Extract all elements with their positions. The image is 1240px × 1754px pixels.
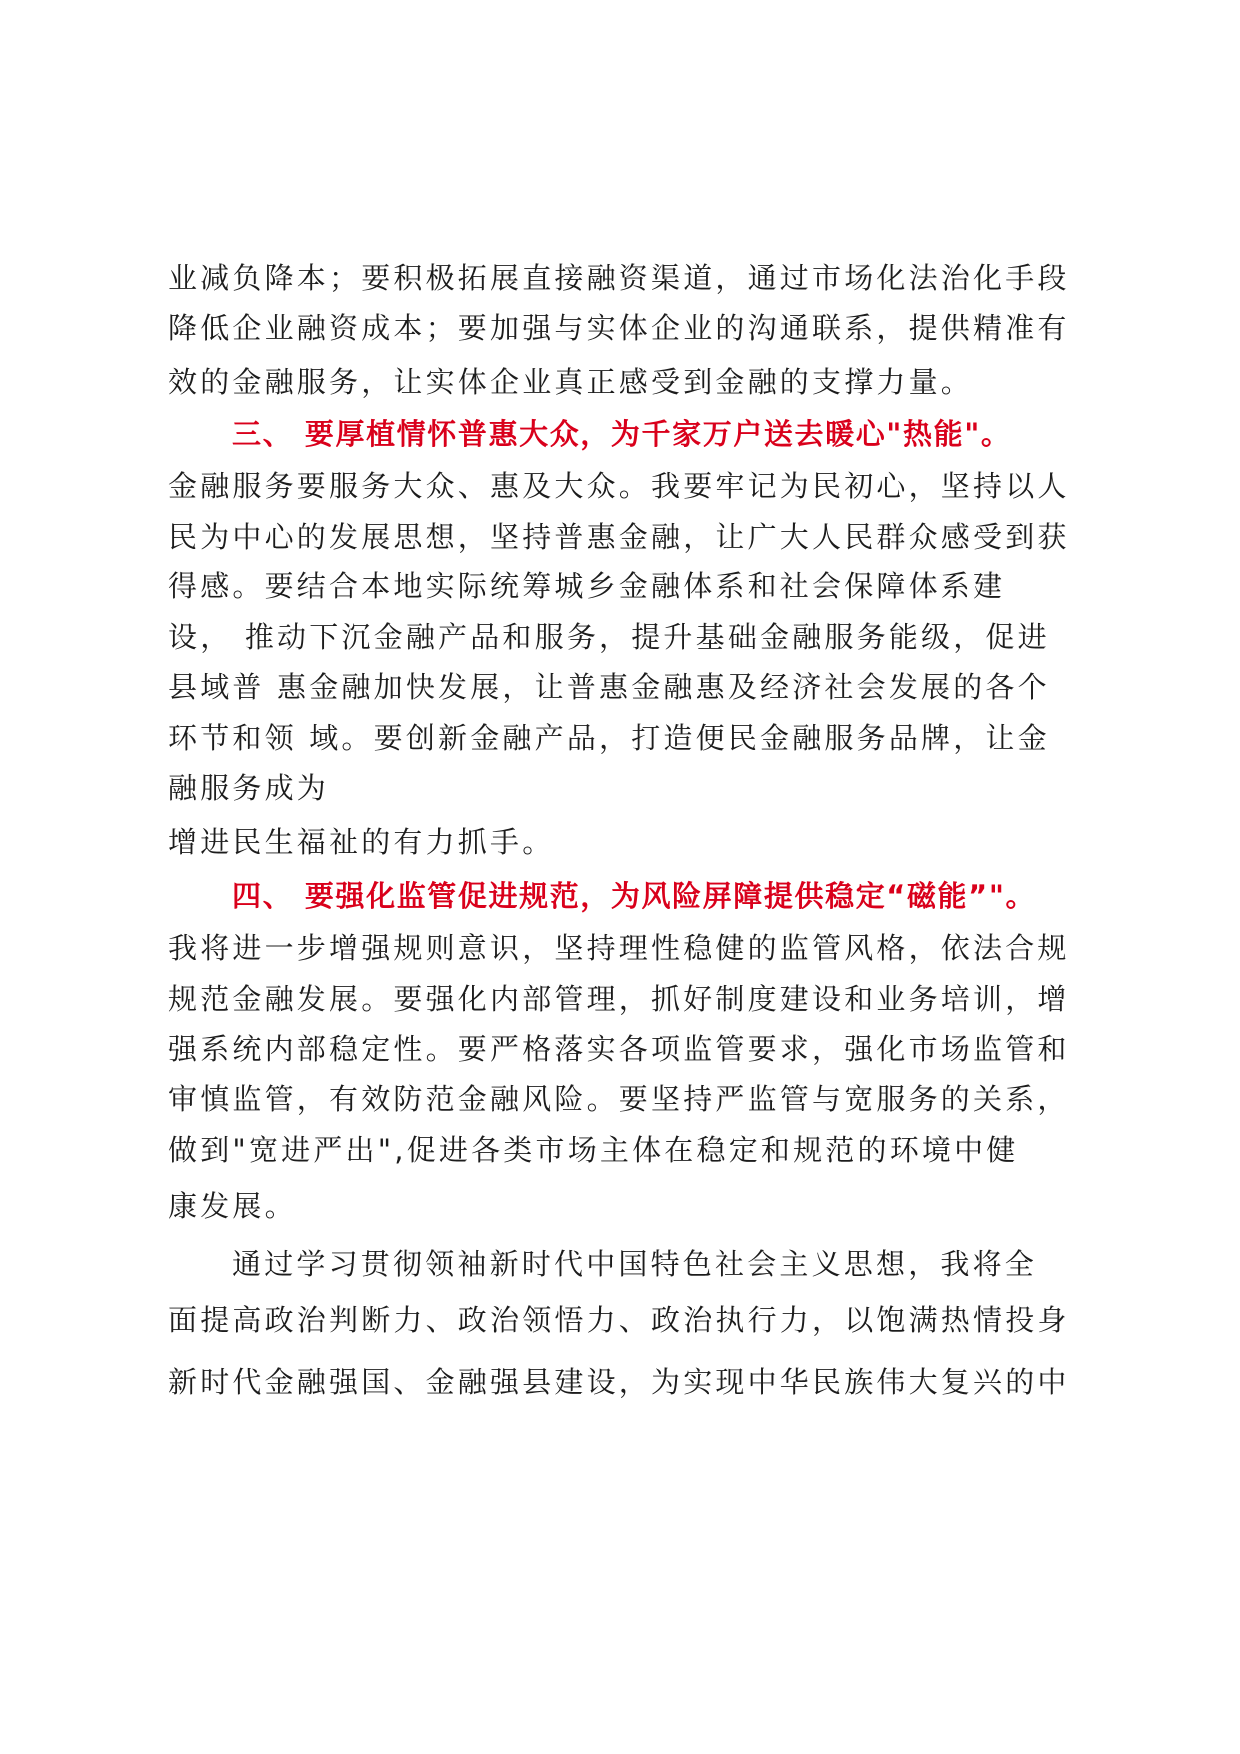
paragraph-line: 效的金融服务，让实体企业真正感受到金融的支撑力量。 [168, 365, 974, 399]
paragraph-line: 环节和领 域。要创新金融产品，打造便民金融服务品牌，让金 [168, 721, 1050, 755]
paragraph-line: 审慎监管，有效防范金融风险。要坚持严监管与宽服务的关系， [168, 1082, 1070, 1116]
paragraph-line: 设， 推动下沉金融产品和服务，提升基础金融服务能级，促进 [168, 620, 1050, 654]
paragraph-line: 融服务成为 [168, 771, 330, 805]
section-heading-4: 四、 要强化监管促进规范，为风险屏障提供稳定“磁能”"。 [232, 879, 1037, 913]
paragraph-line: 县域普 惠金融加快发展，让普惠金融惠及经济社会发展的各个 [168, 670, 1050, 704]
paragraph-line: 康发展。 [168, 1189, 297, 1223]
paragraph-line: 得感。要结合本地实际统筹城乡金融体系和社会保障体系建 [168, 569, 1006, 603]
paragraph-line: 业减负降本；要积极拓展直接融资渠道，通过市场化法治化手段 [168, 261, 1070, 295]
paragraph-line: 增进民生福祉的有力抓手。 [168, 825, 555, 859]
paragraph-line: 新时代金融强国、金融强县建设，为实现中华民族伟大复兴的中 [168, 1365, 1070, 1399]
section-heading-3: 三、 要厚植情怀普惠大众，为千家万户送去暖心"热能"。 [232, 417, 1012, 451]
paragraph-line: 我将进一步增强规则意识，坚持理性稳健的监管风格，依法合规 [168, 931, 1070, 965]
paragraph-line: 民为中心的发展思想，坚持普惠金融，让广大人民群众感受到获 [168, 520, 1070, 554]
paragraph-line: 规范金融发展。要强化内部管理，抓好制度建设和业务培训，增 [168, 982, 1070, 1016]
paragraph-line: 降低企业融资成本；要加强与实体企业的沟通联系，提供精准有 [168, 311, 1070, 345]
paragraph-line: 通过学习贯彻领袖新时代中国特色社会主义思想，我将全 [232, 1247, 1038, 1281]
paragraph-line: 做到"宽进严出",促进各类市场主体在稳定和规范的环境中健 [168, 1133, 1019, 1167]
paragraph-line: 面提高政治判断力、政治领悟力、政治执行力，以饱满热情投身 [168, 1303, 1070, 1337]
paragraph-line: 金融服务要服务大众、惠及大众。我要牢记为民初心，坚持以人 [168, 469, 1070, 503]
paragraph-line: 强系统内部稳定性。要严格落实各项监管要求，强化市场监管和 [168, 1032, 1070, 1066]
